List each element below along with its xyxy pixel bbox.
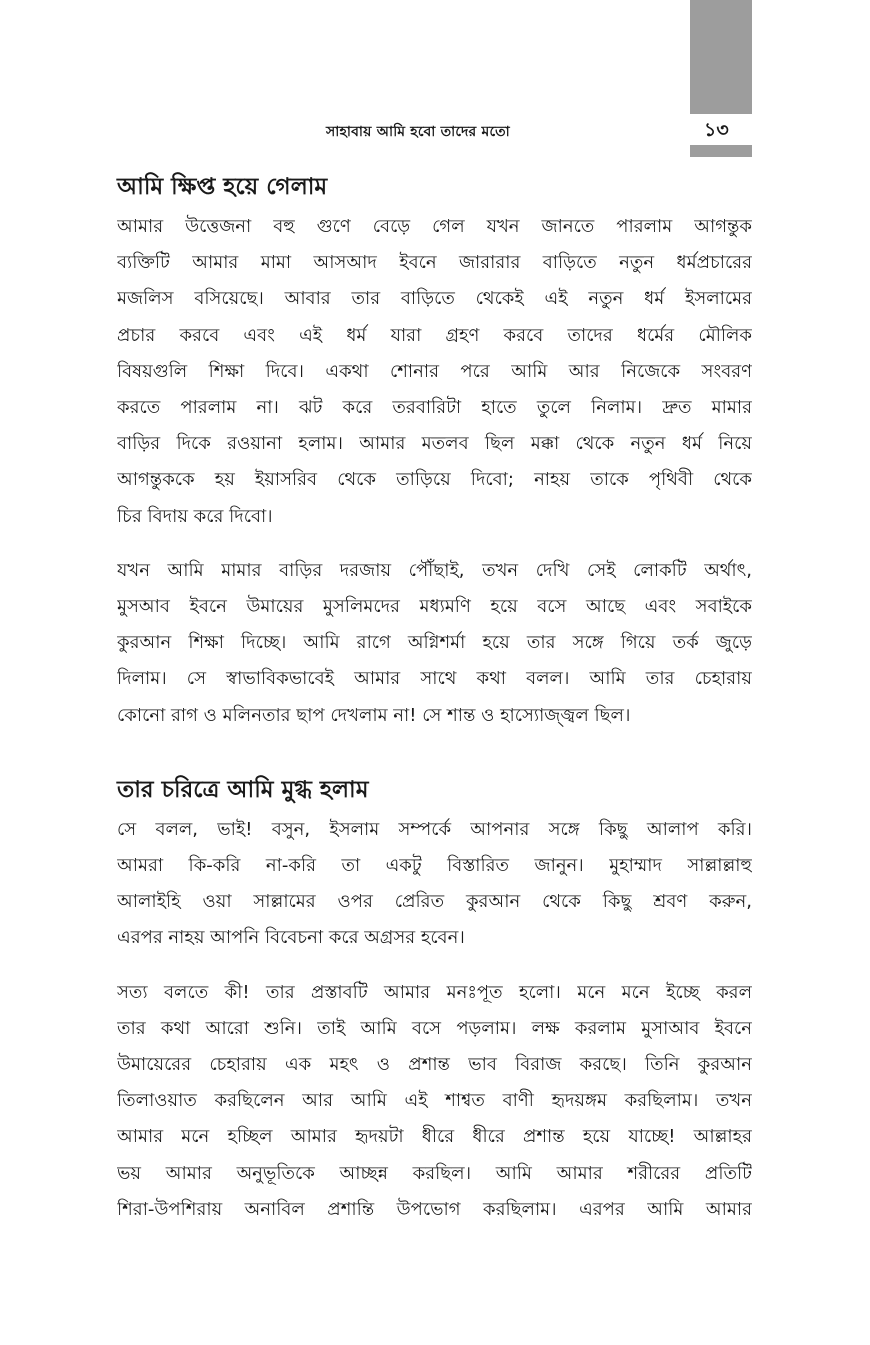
text-line: দিলাম। সে স্বাভাবিকভাবেই আমার সাথে কথা বলল। আমি তার চেহারায় (117, 668, 752, 690)
text-line: মজলিস বসিয়েছে। আবার তার বাড়িতে থেকেই এই নতুন ধর্ম ইসলামের (117, 288, 752, 310)
text-line: তার কথা আরো শুনি। তাই আমি বসে পড়লাম। লক্ষ করলাম মুসাআব ইবনে (117, 1017, 752, 1039)
text-line: ব্যক্তিটি আমার মামা আসআদ ইবনে জারারার বাড়িতে নতুন ধর্মপ্রচারের (117, 252, 752, 274)
section-heading: তার চরিত্রে আমি মুগ্ধ হলাম (117, 776, 369, 803)
text-line: শিরা-উপশিরায় অনাবিল প্রশান্তি উপভোগ করছিলাম। এরপর আমি আমার (117, 1198, 752, 1220)
text-line: বিষয়গুলি শিক্ষা দিবে। একথা শোনার পরে আমি আর নিজেকে সংবরণ (117, 360, 752, 382)
text-line: এরপর নাহয় আপনি বিবেচনা করে অগ্রসর হবেন। (117, 927, 465, 949)
paragraph (117, 553, 752, 734)
text-line: তিলাওয়াত করছিলেন আর আমি এই শাশ্বত বাণী হৃদয়ঙ্গম করছিলাম। তখন (117, 1090, 752, 1112)
text-line: চির বিদায় করে দিবো। (117, 505, 273, 527)
text-line: বাড়ির দিকে রওয়ানা হলাম। আমার মতলব ছিল মক্কা থেকে নতুন ধর্ম নিয়ে (117, 433, 752, 455)
running-head: সাহাবায় আমি হবো তাদের মতো (326, 124, 510, 140)
paragraph (117, 209, 752, 535)
page-number: ১৩ (704, 119, 729, 141)
text-line: আলাইহি ওয়া সাল্লামের ওপর প্রেরিত কুরআন থেকে কিছু শ্রবণ করুন, (117, 891, 752, 913)
paragraph (117, 812, 752, 957)
text-line: কোনো রাগ ও মলিনতার ছাপ দেখলাম না! সে শান্ত ও হাস্যোজ্জ্বল ছিল। (117, 704, 631, 726)
text-line: করতে পারলাম না। ঝট করে তরবারিটা হাতে তুলে নিলাম। দ্রুত মামার (117, 397, 752, 419)
text-line: উমায়েরের চেহারায় এক মহৎ ও প্রশান্ত ভাব বিরাজ করছে। তিনি কুরআন (117, 1054, 752, 1076)
page-tab-marker (690, 0, 752, 114)
text-line: যখন আমি মামার বাড়ির দরজায় পৌঁছাই, তখন দেখি সেই লোকটি অর্থাৎ, (117, 559, 752, 581)
text-line: সত্য বলতে কী! তার প্রস্তাবটি আমার মনঃপূত হলো। মনে মনে ইচ্ছে করল (117, 981, 752, 1003)
text-line: প্রচার করবে এবং এই ধর্ম যারা গ্রহণ করবে তাদের ধর্মের মৌলিক (117, 324, 752, 346)
page-body (117, 165, 752, 1228)
text-line: সে বলল, ভাই! বসুন, ইসলাম সম্পর্কে আপনার সঙ্গে কিছু আলাপ করি। (117, 818, 752, 840)
text-line: আমার উত্তেজনা বহু গুণে বেড়ে গেল যখন জানতে পারলাম আগন্তুক (117, 216, 752, 237)
text-line: মুসআব ইবনে উমায়ের মুসলিমদের মধ্যমণি হয়ে বসে আছে এবং সবাইকে (117, 596, 752, 618)
text-line: ভয় আমার অনুভূতিকে আচ্ছন্ন করছিল। আমি আমার শরীরের প্রতিটি (117, 1162, 752, 1184)
section-heading: আমি ক্ষিপ্ত হয়ে গেলাম (117, 174, 328, 200)
paragraph (117, 975, 752, 1228)
text-line: কুরআন শিক্ষা দিচ্ছে। আমি রাগে অগ্নিশর্মা হয়ে তার সঙ্গে গিয়ে তর্ক জুড়ে (117, 632, 752, 654)
text-line: আমার মনে হচ্ছিল আমার হৃদয়টা ধীরে ধীরে প্রশান্ত হয়ে যাচ্ছে! আল্লাহর (117, 1126, 752, 1148)
text-line: আগন্তুককে হয় ইয়াসরিব থেকে তাড়িয়ে দিবো; নাহয় তাকে পৃথিবী থেকে (117, 469, 752, 491)
text-line: আমরা কি-করি না-করি তা একটু বিস্তারিত জানুন। মুহাম্মাদ সাল্লাল্লাহু (117, 855, 752, 877)
